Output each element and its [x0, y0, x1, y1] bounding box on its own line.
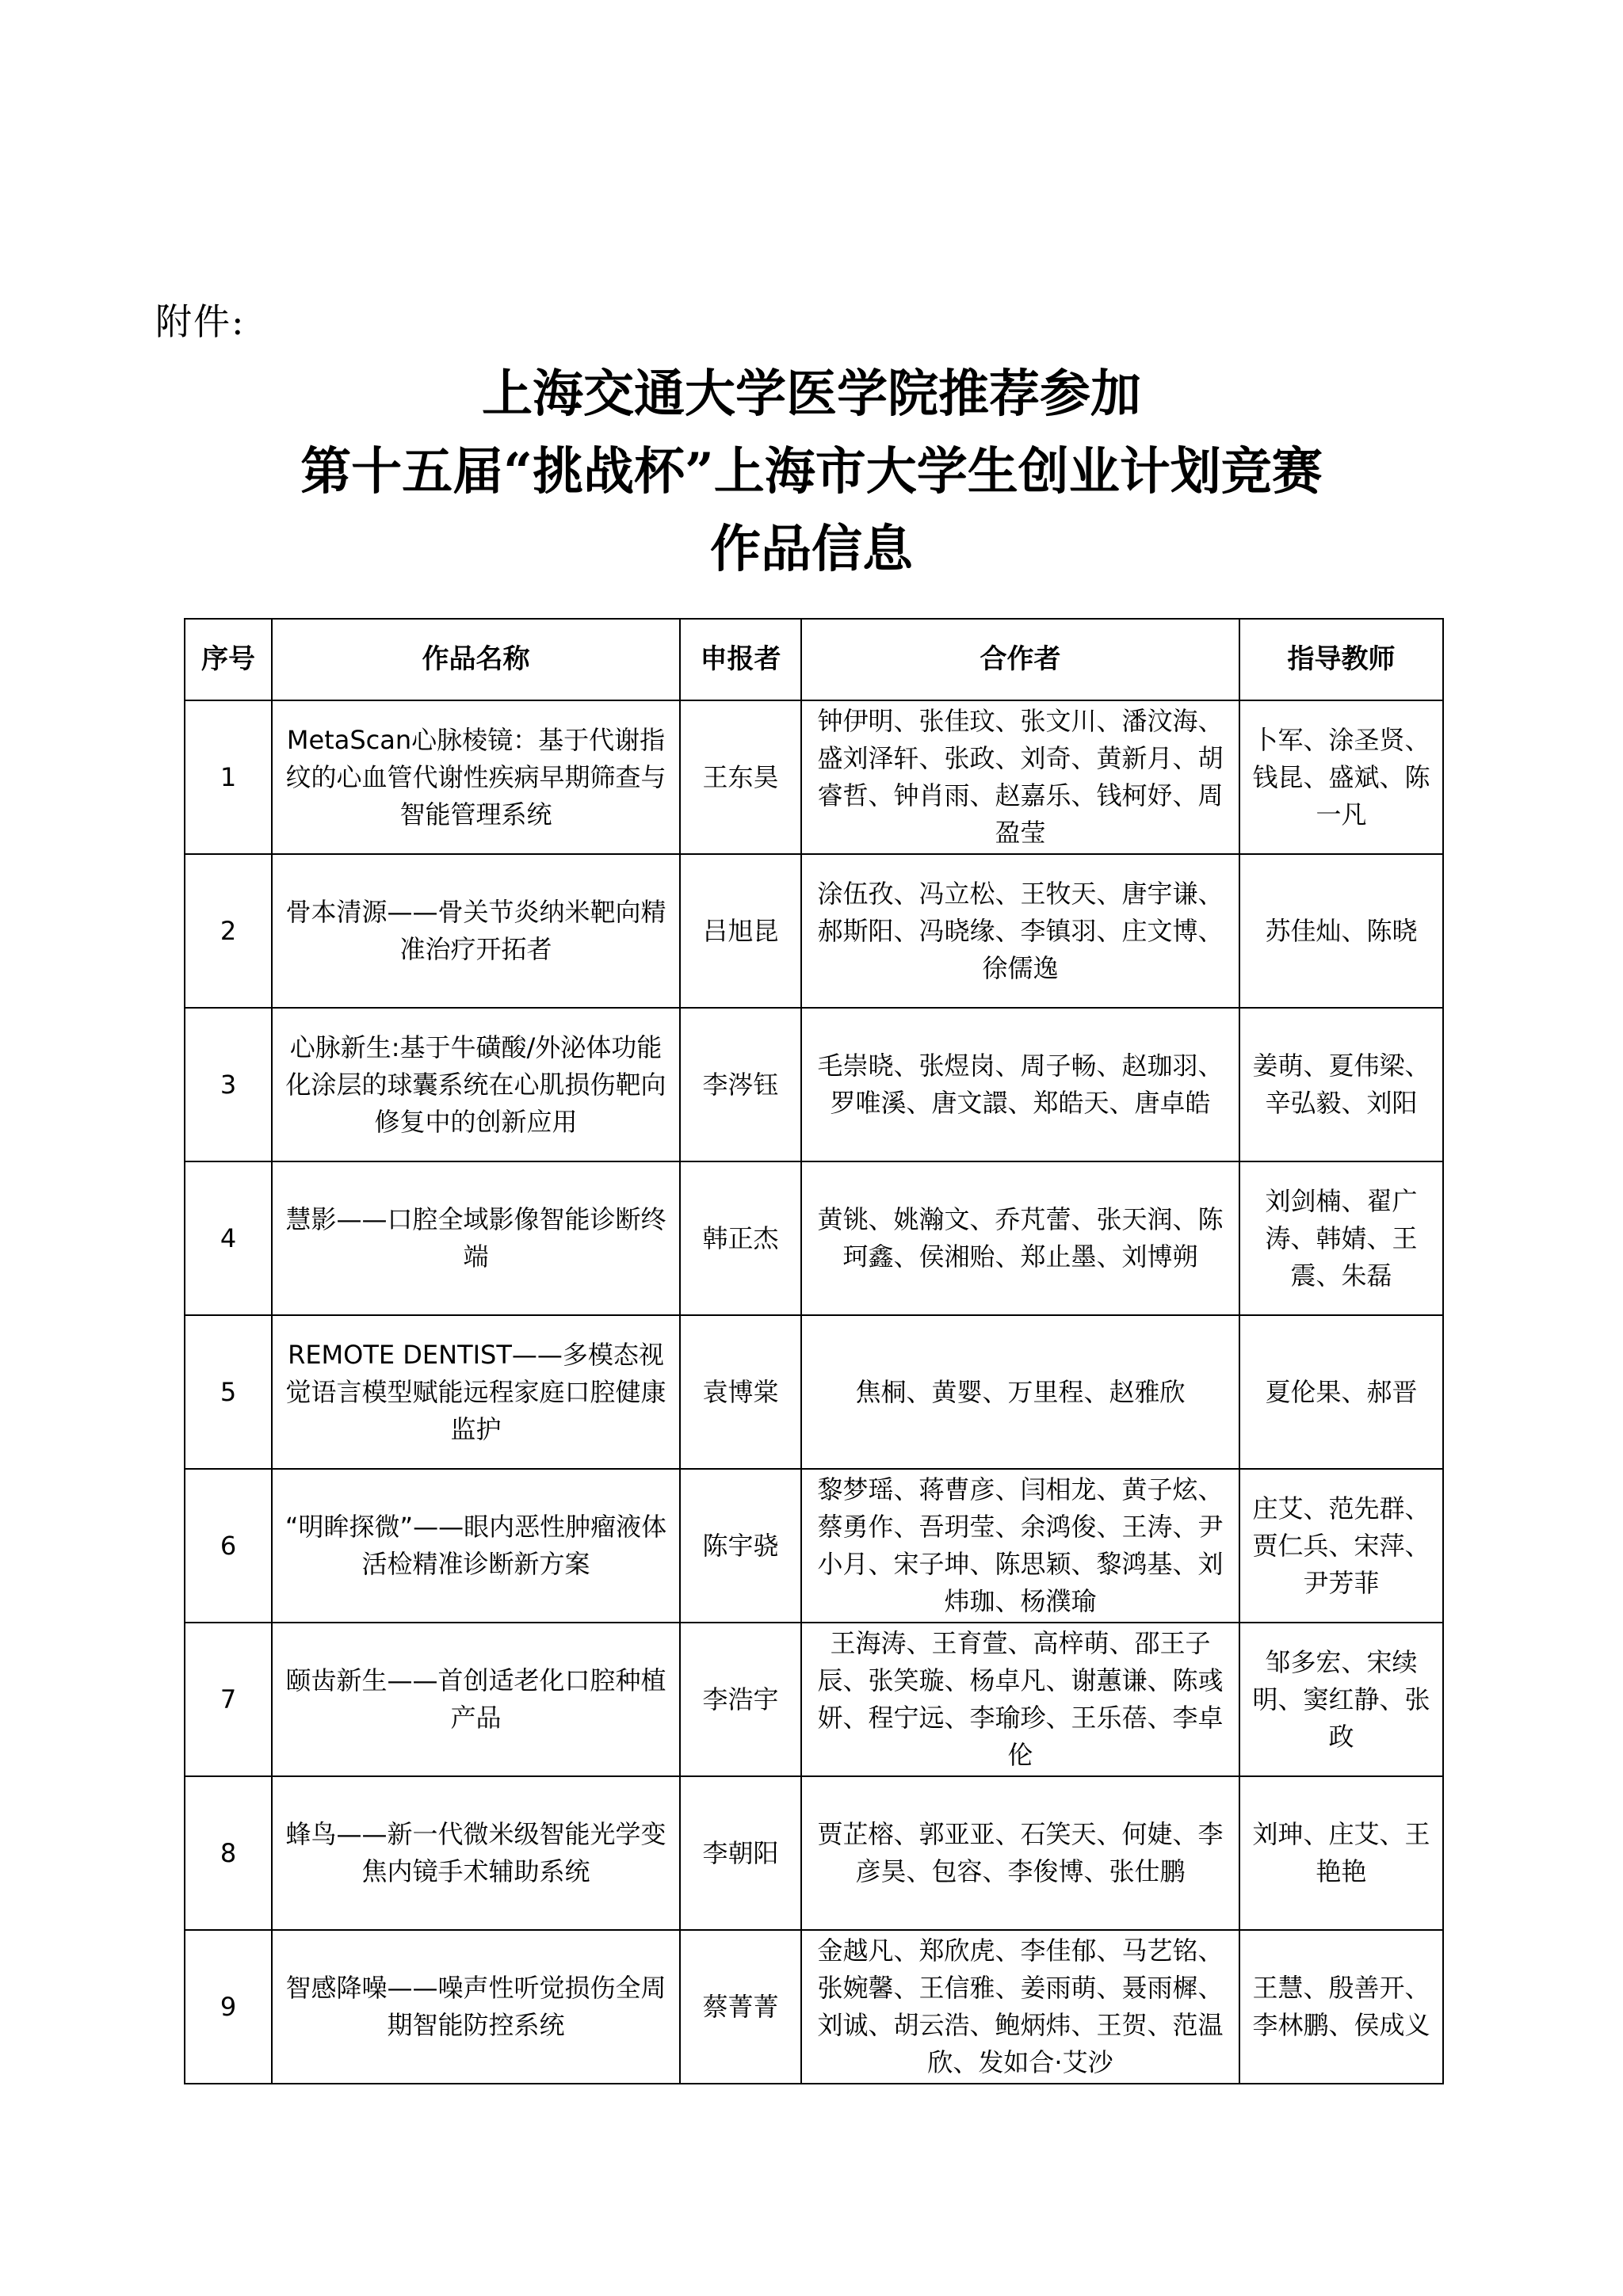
document-title-line-3: 作品信息 [710, 520, 913, 579]
cell-applicant: 李涔钰 [680, 1008, 801, 1161]
cell-advisors: 王慧、殷善开、李林鹏、侯成义 [1239, 1930, 1443, 2084]
cell-no: 9 [185, 1930, 272, 2084]
header-partners: 合作者 [801, 619, 1239, 700]
table-row [185, 1776, 1443, 1930]
table-row [185, 1008, 1443, 1161]
header-no: 序号 [185, 619, 272, 700]
cell-no: 1 [185, 700, 272, 854]
header-applicant: 申报者 [680, 619, 801, 700]
cell-advisors: 夏伦果、郝晋 [1239, 1315, 1443, 1469]
cell-partners: 黄铫、姚瀚文、乔芃蕾、张天润、陈珂鑫、侯湘贻、郑止墨、刘博朔 [801, 1161, 1239, 1315]
cell-partners: 涂伍孜、冯立松、王牧天、唐宇谦、郝斯阳、冯晓缘、李镇羽、庄文博、徐儒逸 [801, 854, 1239, 1008]
cell-no: 6 [185, 1469, 272, 1623]
cell-partners: 焦桐、黄婴、万里程、赵雅欣 [801, 1315, 1239, 1469]
works-table [184, 618, 1444, 2084]
cell-applicant: 李浩宇 [680, 1623, 801, 1776]
table-row [185, 1161, 1443, 1315]
header-advisors: 指导教师 [1239, 619, 1443, 700]
cell-advisors: 刘珅、庄艾、王艳艳 [1239, 1776, 1443, 1930]
cell-title: REMOTE DENTIST——多模态视觉语言模型赋能远程家庭口腔健康监护 [272, 1315, 680, 1469]
cell-applicant: 蔡菁菁 [680, 1930, 801, 2084]
table-row [185, 854, 1443, 1008]
cell-advisors: 庄艾、范先群、贾仁兵、宋萍、尹芳菲 [1239, 1469, 1443, 1623]
cell-applicant: 吕旭昆 [680, 854, 801, 1008]
cell-applicant: 李朝阳 [680, 1776, 801, 1930]
table-header-row [185, 619, 1443, 700]
cell-title: 慧影——口腔全域影像智能诊断终端 [272, 1161, 680, 1315]
cell-partners: 毛崇晓、张煜岗、周子畅、赵珈羽、罗唯溪、唐文譞、郑皓天、唐卓皓 [801, 1008, 1239, 1161]
cell-applicant: 陈宇骁 [680, 1469, 801, 1623]
table-row [185, 1315, 1443, 1469]
cell-partners: 黎梦瑶、蒋曹彦、闫相龙、黄子炫、蔡勇作、吾玥莹、余鸿俊、王涛、尹小月、宋子坤、陈思颖、黎鸿基、刘炜珈、杨濮瑜 [801, 1469, 1239, 1623]
cell-partners: 王海涛、王育萱、高梓萌、邵王子辰、张笑璇、杨卓凡、谢蕙谦、陈彧妍、程宁远、李瑜珍、王乐蓓、李卓伦 [801, 1623, 1239, 1776]
cell-advisors: 姜萌、夏伟梁、辛弘毅、刘阳 [1239, 1008, 1443, 1161]
cell-title: 骨本清源——骨关节炎纳米靶向精准治疗开拓者 [272, 854, 680, 1008]
cell-applicant: 袁博棠 [680, 1315, 801, 1469]
cell-applicant: 王东昊 [680, 700, 801, 854]
cell-title: 智感降噪——噪声性听觉损伤全周期智能防控系统 [272, 1930, 680, 2084]
cell-title: 蜂鸟——新一代微米级智能光学变焦内镜手术辅助系统 [272, 1776, 680, 1930]
document-title-line-2: 第十五届“挑战杯”上海市大学生创业计划竞赛 [300, 442, 1323, 502]
document-title-line-1: 上海交通大学医学院推荐参加 [482, 364, 1141, 424]
cell-title: “明眸探微”——眼内恶性肿瘤液体活检精准诊断新方案 [272, 1469, 680, 1623]
table-row [185, 1623, 1443, 1776]
attachment-label: 附件: [155, 300, 246, 343]
table-row [185, 700, 1443, 854]
cell-title: MetaScan心脉棱镜：基于代谢指纹的心血管代谢性疾病早期筛查与智能管理系统 [272, 700, 680, 854]
cell-partners: 钟伊明、张佳玟、张文川、潘汶海、盛刘泽轩、张政、刘奇、黄新月、胡睿哲、钟肖雨、赵嘉乐、钱柯妤、周盈莹 [801, 700, 1239, 854]
cell-advisors: 刘剑楠、翟广涛、韩婧、王震、朱磊 [1239, 1161, 1443, 1315]
cell-no: 5 [185, 1315, 272, 1469]
cell-no: 7 [185, 1623, 272, 1776]
cell-no: 3 [185, 1008, 272, 1161]
cell-advisors: 卜军、涂圣贤、钱昆、盛斌、陈一凡 [1239, 700, 1443, 854]
header-title: 作品名称 [272, 619, 680, 700]
cell-advisors: 苏佳灿、陈晓 [1239, 854, 1443, 1008]
cell-partners: 贾芷榕、郭亚亚、石笑天、何婕、李彦昊、包容、李俊博、张仕鹏 [801, 1776, 1239, 1930]
cell-applicant: 韩正杰 [680, 1161, 801, 1315]
cell-title: 心脉新生:基于牛磺酸/外泌体功能化涂层的球囊系统在心肌损伤靶向修复中的创新应用 [272, 1008, 680, 1161]
cell-advisors: 邹多宏、宋续明、窦红静、张政 [1239, 1623, 1443, 1776]
cell-no: 4 [185, 1161, 272, 1315]
table-row [185, 1469, 1443, 1623]
cell-title: 颐齿新生——首创适老化口腔种植产品 [272, 1623, 680, 1776]
table-row [185, 1930, 1443, 2084]
cell-no: 8 [185, 1776, 272, 1930]
cell-no: 2 [185, 854, 272, 1008]
cell-partners: 金越凡、郑欣虎、李佳郁、马艺铭、张婉馨、王信雅、姜雨萌、聂雨樨、刘诚、胡云浩、鲍炳炜、王贺、范温欣、发如合·艾沙 [801, 1930, 1239, 2084]
